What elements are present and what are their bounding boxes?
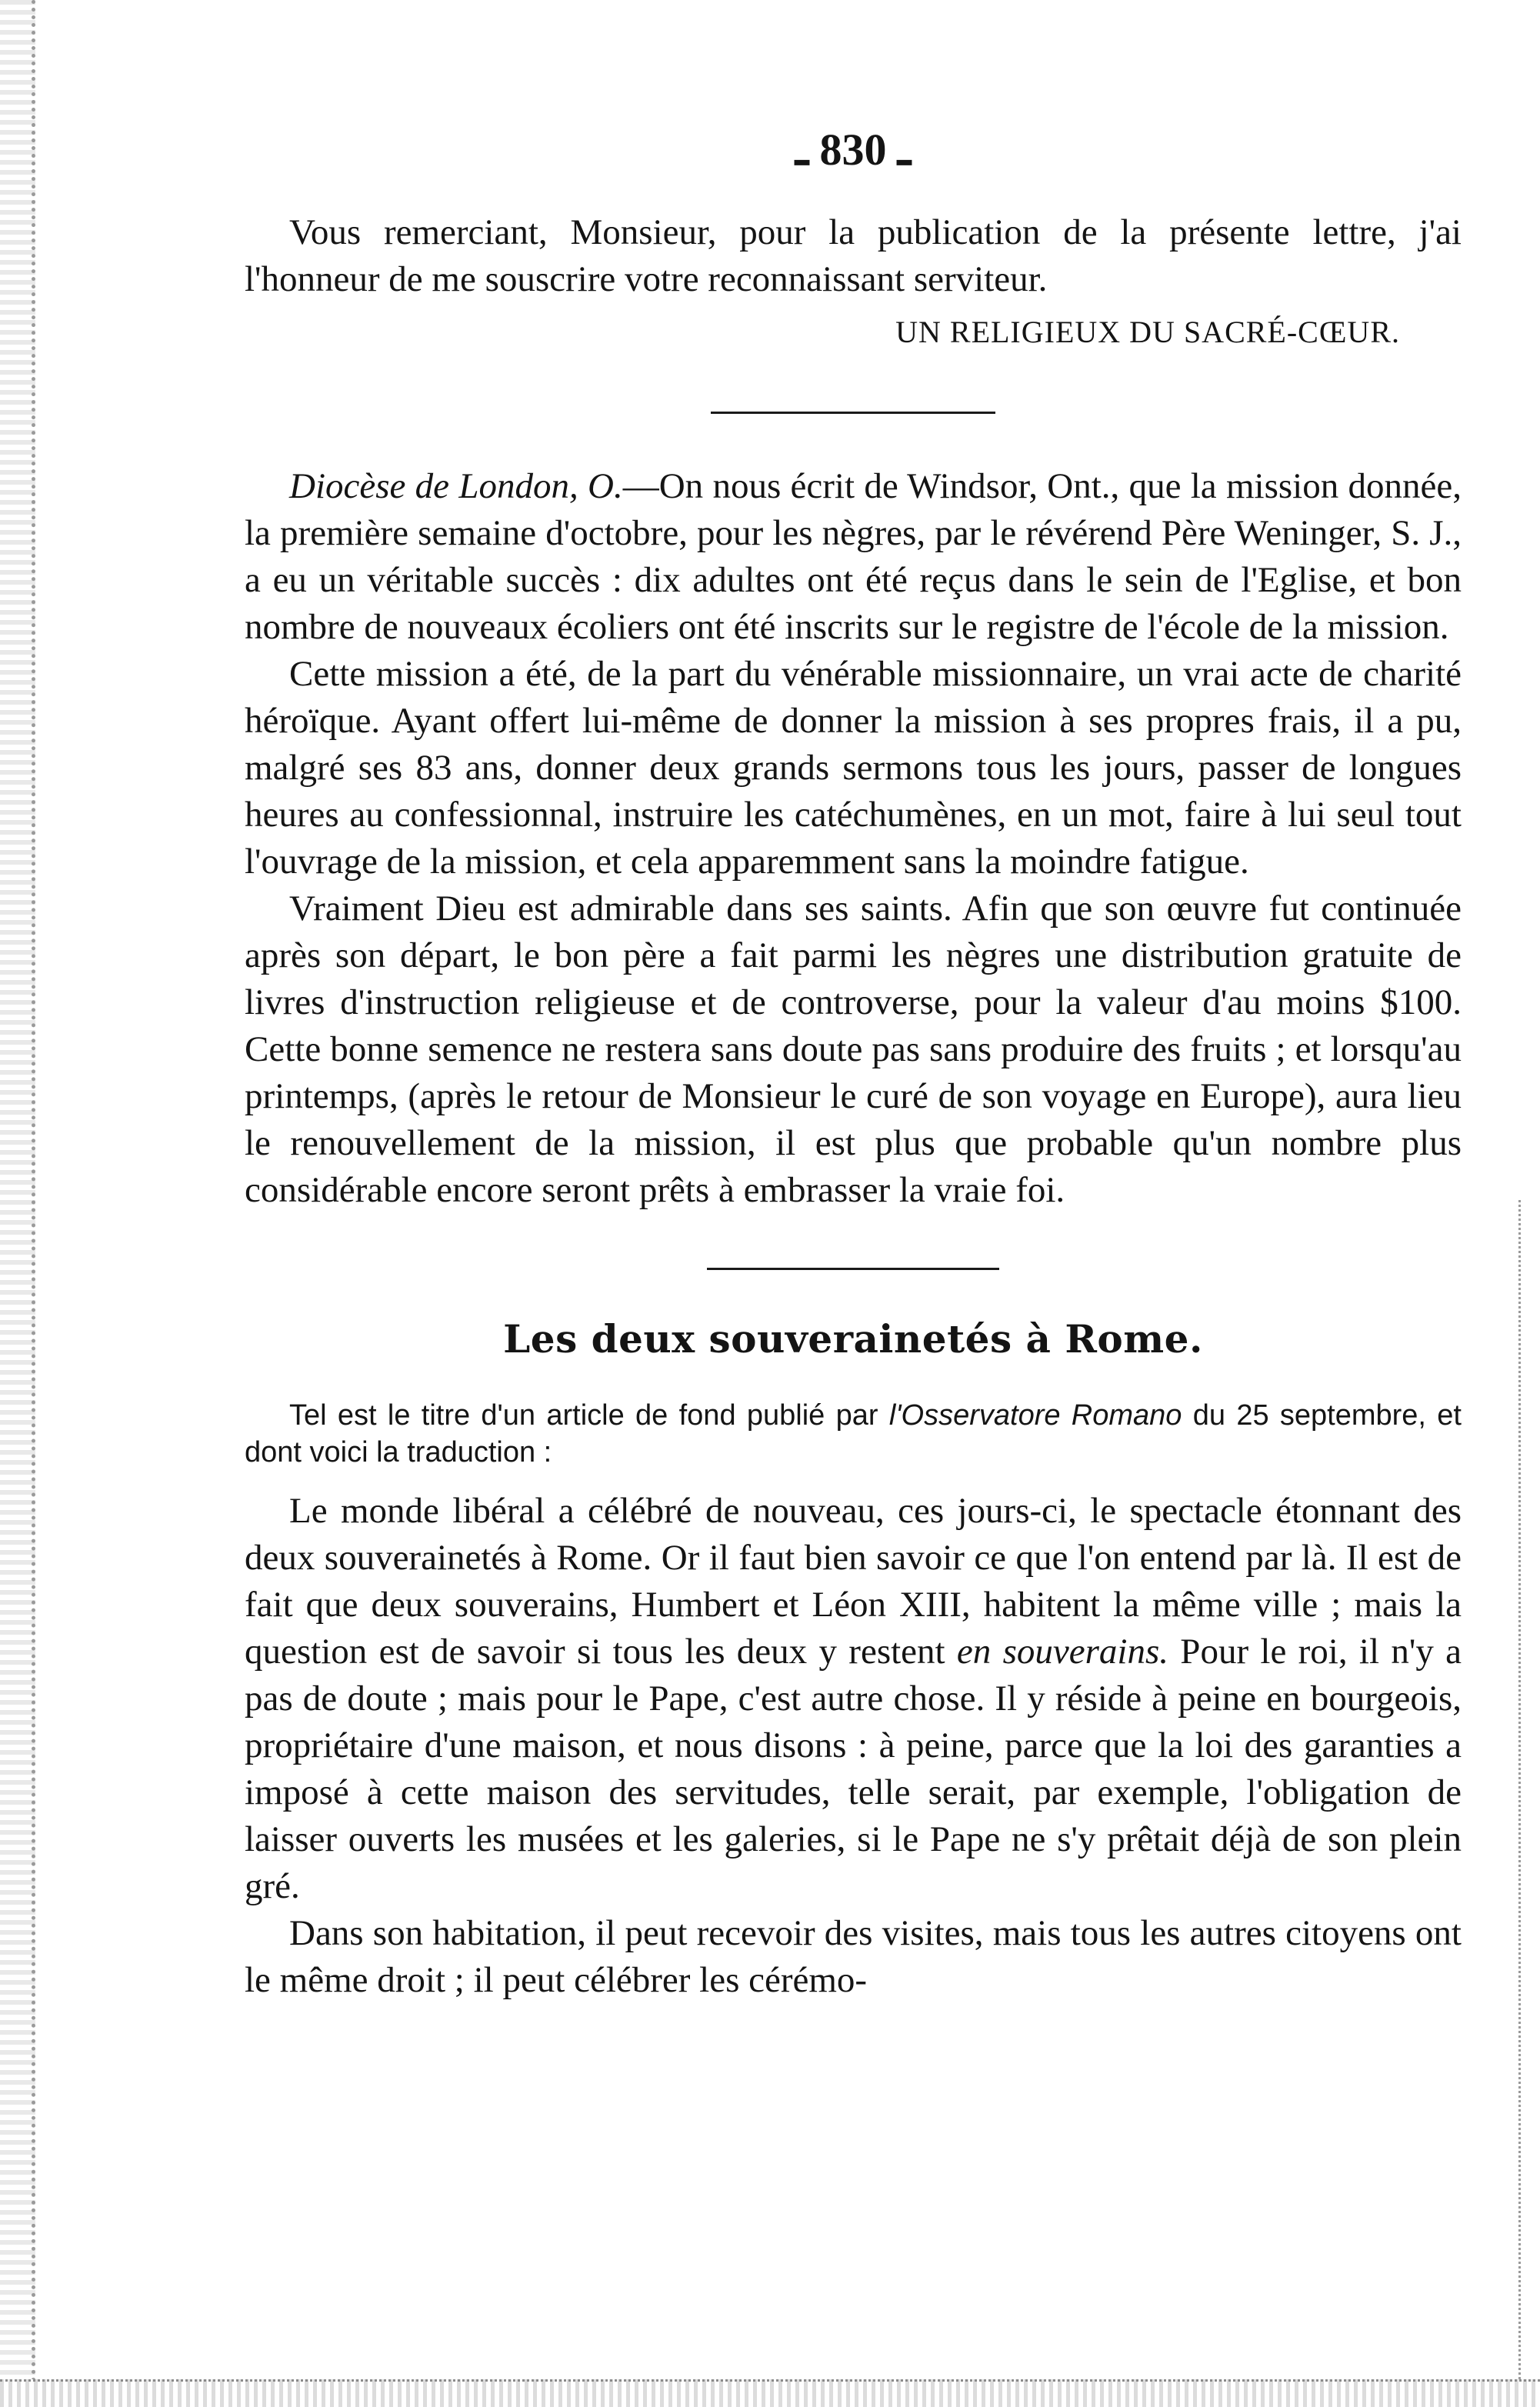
section-divider-2: [707, 1268, 999, 1270]
london-news-text: —On nous écrit de Windsor, Ont., que la mission donnée, la première semaine d'octobre, pour les nègres, par le révérend Père Weninger, S. J., a eu un véritable succès : dix adultes ont été reçus dans le sein de l'Eglise, et bon nombre de nouveaux écoliers ont été inscrits sur le registre de l'école de la mission.: [245, 466, 1462, 647]
saints-paragraph: Vraiment Dieu est admirable dans ses saints. Afin que son œuvre fut continuée après son départ, le bon père a fait parmi les nègres une distribution gratuite de livres d'instruction religieuse et de controverse, pour la valeur d'au moins $100. Cette bonne semence ne restera sans doute pas sans produire des fruits ; et lorsqu'au printemps, (après le retour de Monsieur le curé de son voyage en Europe), aura lieu le renouvellement de la mission, il est plus que probable qu'un nombre plus considérable encore seront prêts à embrasser la vraie foi.: [245, 888, 1462, 1210]
article-paragraph-1: [245, 1488, 1462, 1910]
newspaper-title: l'Osservatore Romano: [888, 1399, 1182, 1432]
scan-right-edge: [1518, 1200, 1540, 2407]
intro-text-2: du 25 septembre, et dont voici la traduction :: [245, 1399, 1462, 1469]
page-number: ـ 830 ـ: [795, 125, 911, 175]
article-p1-text-2: Pour le roi, il n'y a pas de doute ; mais pour le Pape, c'est autre chose. Il y réside à peine en bourgeois, propriétaire d'une maison, et nous disons : à peine, parce que la loi des garanties a imposé à cette maison des servitudes, telle serait, par exemple, l'obligation de laisser ouverts les musées et les galeries, si le Pape ne s'y prêtait déjà de son plein gré.: [245, 1632, 1462, 1906]
scan-bottom-edge: [0, 2379, 1540, 2407]
dateline-place: Diocèse de London, O.: [289, 466, 623, 506]
scan-binding-edge: [0, 0, 35, 2407]
article-heading: Les deux souverainetés à Rome.: [503, 1316, 1203, 1362]
document-page: [245, 123, 1462, 2004]
article-p1-emphasis: en souverains.: [956, 1632, 1168, 1672]
article-intro: [245, 1397, 1462, 1471]
section-divider: [711, 412, 995, 414]
mission-paragraph: Cette mission a été, de la part du vénérable missionnaire, un vrai acte de charité héroïque. Ayant offert lui-même de donner la mission à ses propres frais, il a pu, malgré ses 83 ans, donner deux grands sermons tous les jours, passer de longues heures au confessionnal, instruire les catéchumènes, en un mot, faire à lui seul tout l'ouvrage de la mission, et cela apparemment sans la moindre fatigue.: [245, 654, 1462, 882]
article-paragraph-2: Dans son habitation, il peut recevoir des visites, mais tous les autres citoyens ont le même droit ; il peut célébrer les cérémo-: [245, 1913, 1462, 2000]
article-p1-text-1: Le monde libéral a célébré de nouveau, ces jours-ci, le spectacle étonnant des deux souverainetés à Rome. Or il faut bien savoir ce que l'on entend par là. Il est de fait que deux souverains, Humbert et Léon XIII, habitent la même ville ; mais la question est de savoir si tous les deux y restent: [245, 1491, 1462, 1672]
london-news-paragraph: [245, 463, 1462, 651]
intro-text-1: Tel est le titre d'un article de fond publié par: [289, 1399, 889, 1432]
letter-closing: Vous remerciant, Monsieur, pour la publication de la présente lettre, j'ai l'honneur de me souscrire votre reconnaissant serviteur.: [245, 212, 1462, 299]
letter-signature: UN RELIGIEUX DU SACRÉ-CŒUR.: [895, 315, 1400, 349]
